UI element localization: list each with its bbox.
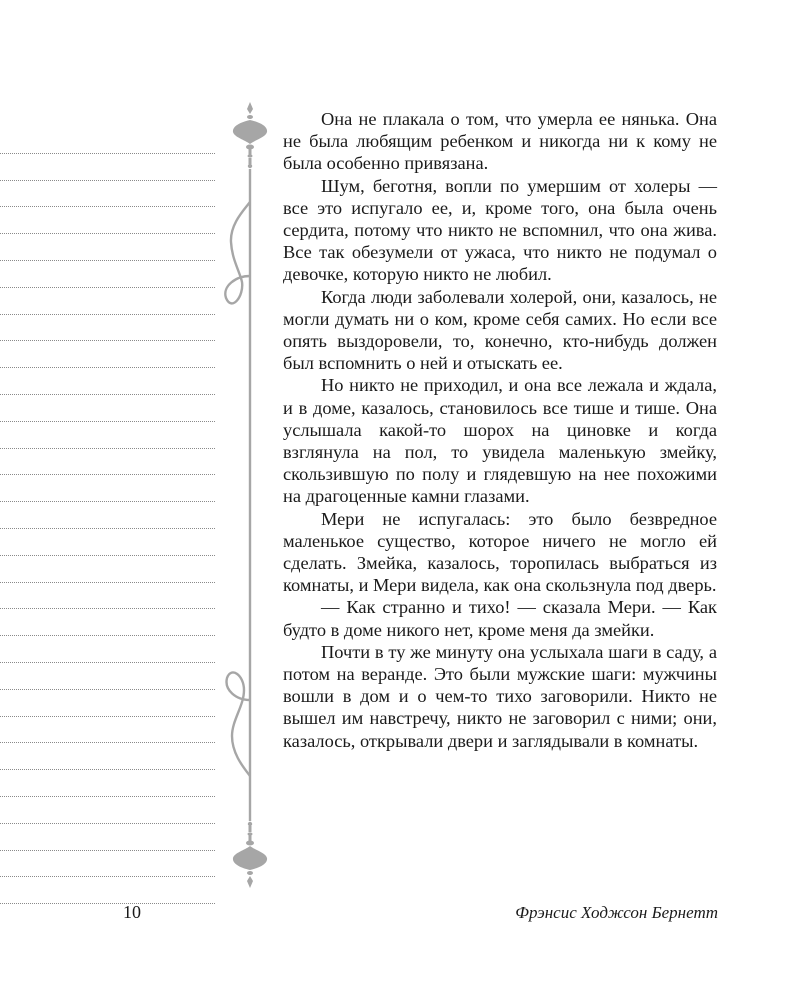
note-line	[0, 154, 215, 181]
decorative-divider-ornament	[222, 100, 278, 890]
note-line	[0, 797, 215, 824]
paragraph: Мери не испугалась: это было безвредное маленькое существо, которое ничего не могло ей сделать. Змейка, казалось, торопилась выбраться из комнаты, и Мери видела, как она скользнула под дверь.	[283, 508, 717, 596]
note-line	[0, 824, 215, 851]
note-line	[0, 636, 215, 663]
note-line	[0, 449, 215, 476]
paragraph: Шум, беготня, вопли по умершим от холеры — все это испугало ее, и, кроме того, она была очень сердита, потому что никто не вспомнил, что она жива. Все так обезумели от ужаса, что никто не подумал о девочке, которую никто не любил.	[283, 175, 717, 285]
paragraph: Но никто не приходил, и она все лежала и ждала, и в доме, казалось, становилось все тише и тише. Она услышала какой-то шорох на циновке и когда взглянула на пол, то увидела маленькую змейку, скользившую по полу и глядевшую на нее похожими на драгоценные камни глазами.	[283, 375, 717, 507]
lower-flourish	[227, 672, 250, 776]
note-line	[0, 261, 215, 288]
note-line	[0, 422, 215, 449]
upper-flourish	[225, 202, 250, 303]
body-text	[283, 108, 717, 752]
note-line	[0, 717, 215, 744]
note-line	[0, 288, 215, 315]
note-line	[0, 341, 215, 368]
note-line	[0, 851, 215, 878]
note-line	[0, 181, 215, 208]
bottom-finial	[233, 822, 267, 888]
note-line	[0, 315, 215, 342]
running-footer-author: Фрэнсис Ходжсон Бернетт	[515, 903, 718, 922]
note-line	[0, 368, 215, 395]
note-line	[0, 529, 215, 556]
note-lines	[0, 127, 215, 904]
note-line	[0, 770, 215, 797]
paragraph: Она не плакала о том, что умерла ее нянька. Она не была любящим ребенком и никогда ни к кому не была особенно привязана.	[283, 109, 717, 174]
paragraph: Когда люди заболевали холерой, они, казалось, не могли думать ни о ком, кроме себя самих. Но если все опять выздоровели, то, конечно, кто-нибудь должен был вспомнить о ней и отыскать ее.	[283, 286, 717, 374]
note-line	[0, 502, 215, 529]
note-line	[0, 475, 215, 502]
paragraph: Почти в ту же минуту она услыхала шаги в саду, а потом на веранде. Это были мужские шаги: мужчины вошли в дом и о чем-то тихо заговорили. Никто не вышел им навстречу, никто не заговорил с ними; они, казалось, открывали двери и заглядывали в комнаты.	[283, 641, 717, 751]
note-line	[0, 207, 215, 234]
note-line	[0, 127, 215, 154]
note-line	[0, 234, 215, 261]
page-number: 10	[123, 902, 141, 922]
note-line	[0, 663, 215, 690]
note-line	[0, 877, 215, 904]
paragraph: — Как странно и тихо! — сказала Мери. — Как будто в доме никого нет, кроме меня да змейки.	[283, 597, 717, 640]
note-line	[0, 583, 215, 610]
note-line	[0, 690, 215, 717]
note-line	[0, 556, 215, 583]
note-line	[0, 395, 215, 422]
note-line	[0, 609, 215, 636]
top-finial	[233, 102, 267, 168]
note-line	[0, 743, 215, 770]
